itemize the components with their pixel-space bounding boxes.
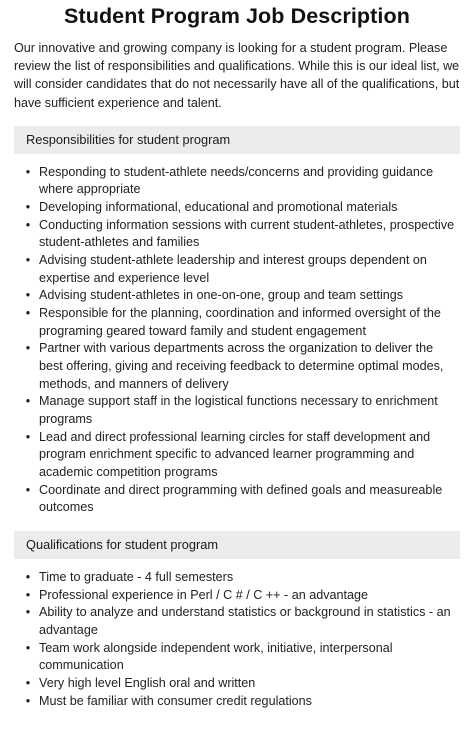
list-item	[25, 429, 460, 482]
list-item-text: Advising student-athletes in one-on-one, group and team settings	[39, 288, 404, 303]
bullet-icon: •	[25, 675, 31, 690]
bullet-icon: •	[25, 253, 31, 268]
bullet-icon: •	[25, 693, 31, 708]
list-item	[25, 393, 460, 428]
list-item	[25, 252, 460, 287]
bullet-icon: •	[25, 640, 31, 655]
bullet-icon: •	[25, 217, 31, 232]
bullet-icon: •	[25, 429, 31, 444]
bullet-icon: •	[25, 587, 31, 602]
list-item	[25, 199, 460, 217]
bullet-icon: •	[25, 341, 31, 356]
bullet-icon: •	[25, 164, 31, 179]
list-item-text: Advising student-athlete leadership and interest groups dependent on expertise and experience level	[39, 253, 427, 285]
qualifications-list	[14, 569, 460, 710]
responsibilities-list	[14, 164, 460, 517]
list-item-text: Time to graduate - 4 full semesters	[39, 569, 234, 584]
list-item	[25, 569, 460, 587]
bullet-icon: •	[25, 605, 31, 620]
list-item-text: Professional experience in Perl / C # / C ++ - an advantage	[39, 587, 369, 602]
list-item-text: Responsible for the planning, coordination and informed oversight of the programing geared toward family and student engagement	[39, 306, 441, 338]
list-item	[25, 287, 460, 305]
list-item	[25, 587, 460, 605]
bullet-icon: •	[25, 394, 31, 409]
list-item	[25, 340, 460, 393]
page-title: Student Program Job Description	[64, 4, 410, 28]
list-item-text: Responding to student-athlete needs/concerns and providing guidance where appropriate	[39, 164, 434, 197]
intro-paragraph: Our innovative and growing company is looking for a student program. Please review the list of responsibilities and qualifications. While this is our ideal list, we will consider candidates that do not necessarily have all of the qualifications, but have sufficient experience and talent.	[14, 41, 460, 110]
list-item	[25, 305, 460, 340]
list-item-text: Partner with various departments across the organization to deliver the best offering, giving and receiving feedback to determine optimal modes, methods, and manners of delivery	[39, 341, 444, 391]
qualifications-heading: Qualifications for student program	[14, 531, 460, 559]
list-item-text: Ability to analyze and understand statistics or background in statistics - an advantage	[39, 605, 451, 637]
list-item-text: Lead and direct professional learning circles for staff development and program enrichment specific to advanced learner programming and academic competition programs	[39, 429, 431, 479]
list-item-text: Team work alongside independent work, initiative, interpersonal communication	[39, 640, 393, 673]
list-item	[25, 482, 460, 517]
bullet-icon: •	[25, 482, 31, 497]
bullet-icon: •	[25, 200, 31, 215]
bullet-icon: •	[25, 288, 31, 303]
list-item-text: Manage support staff in the logistical functions necessary to enrichment programs	[39, 394, 438, 426]
list-item-text: Must be familiar with consumer credit regulations	[39, 693, 312, 708]
bullet-icon: •	[25, 569, 31, 584]
list-item	[25, 217, 460, 252]
list-item-text: Developing informational, educational and promotional materials	[39, 200, 398, 215]
list-item	[25, 675, 460, 693]
list-item	[25, 164, 460, 199]
responsibilities-heading: Responsibilities for student program	[14, 126, 460, 154]
list-item	[25, 604, 460, 639]
list-item	[25, 693, 460, 711]
bullet-icon: •	[25, 306, 31, 321]
list-item-text: Conducting information sessions with current student-athletes, prospective student-athletes and families	[39, 217, 455, 250]
list-item-text: Very high level English oral and written	[39, 675, 256, 690]
list-item	[25, 640, 460, 675]
list-item-text: Coordinate and direct programming with defined goals and measureable outcomes	[39, 482, 443, 515]
